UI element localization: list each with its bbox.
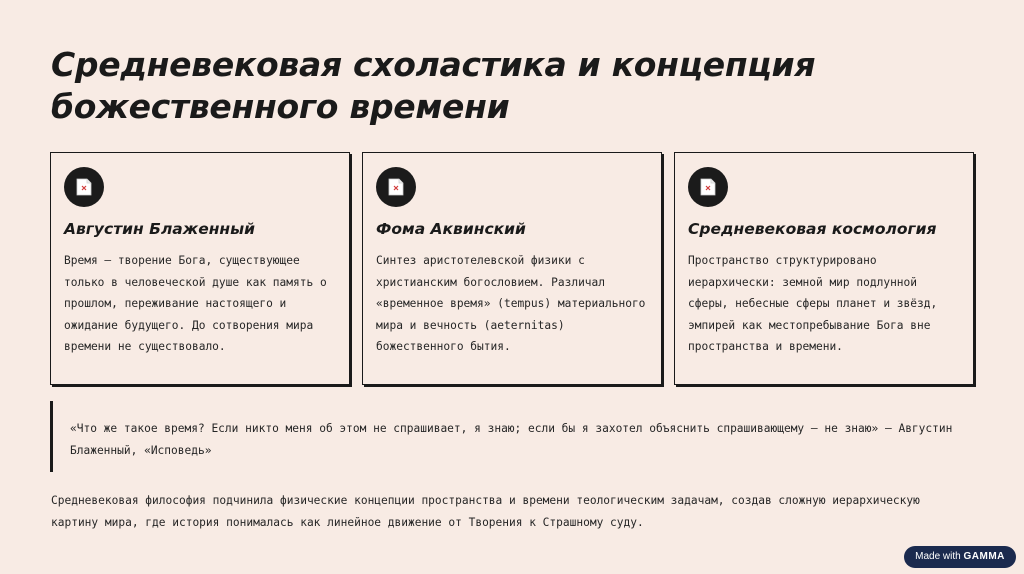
blockquote: «Что же такое время? Если никто меня об этом не спрашивает, я знаю; если бы я захотел объяснить спрашивающему — не знаю» — Августин Блаженный, «Исповедь» [70,422,953,457]
broken-image-icon [388,178,404,196]
card-title: Фома Аквинский [376,220,526,238]
made-with-gamma-badge[interactable] [904,546,1016,568]
card-icon-circle [376,167,416,207]
card-cosmology [674,152,974,385]
card-aquinas [362,152,662,385]
quote-bar [50,401,53,472]
card-icon-circle [64,167,104,207]
badge-brand: GAMMA [963,551,1005,562]
card-text: Пространство структурировано иерархически: земной мир подлунной сферы, небесные сферы планет и звёзд, эмпирей как местопребывание Бога вне пространства и времени. [688,254,938,353]
card-augustine [50,152,350,385]
badge-prefix: Made with [915,551,961,562]
broken-image-icon [700,178,716,196]
card-text: Синтез аристотелевской физики с христианским богословием. Различал «временное время» (tempus) материального мира и вечность (aeternitas) божественного бытия. [376,254,646,353]
broken-image-icon [76,178,92,196]
card-title: Августин Блаженный [64,220,256,238]
card-text: Время — творение Бога, существующее только в человеческой душе как память о прошлом, переживание настоящего и ожидание будущего. До сотворения мира времени не существовало. [64,254,327,353]
page-title: Средневековая схоластика и концепция божественного времени [51,45,816,126]
card-title: Средневековая космология [688,220,937,238]
summary-paragraph: Средневековая философия подчинила физические концепции пространства и времени теологическим задачам, создав сложную иерархическую картину мира, где история понималась как линейное движение от Творения к Страшному суду. [51,494,920,529]
card-icon-circle [688,167,728,207]
